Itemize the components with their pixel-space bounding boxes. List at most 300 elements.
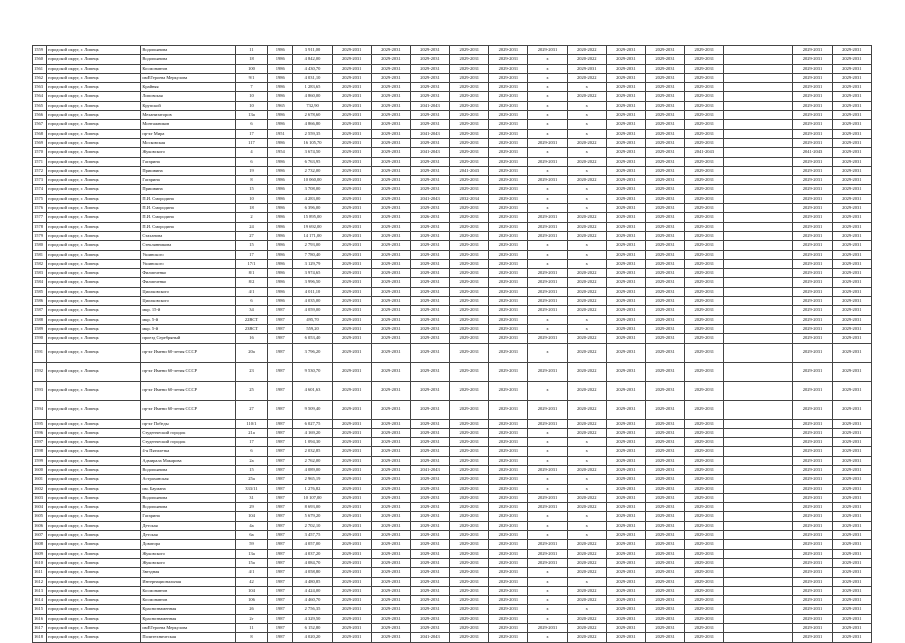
table-cell: городской округ, г. Липецк [46, 120, 141, 129]
table-cell [724, 315, 793, 324]
table-cell: х [567, 250, 606, 259]
table-cell: 2029-2031 [685, 586, 724, 595]
table-cell: 2029-2031 [606, 73, 645, 82]
table-cell: 2029-2031 [832, 83, 871, 92]
table-cell: 2029-2031 [332, 521, 371, 530]
table-cell: 2029-2031 [793, 596, 832, 605]
table-cell: 2029-2031 [450, 624, 489, 633]
table-cell: 2029-2031 [371, 438, 410, 447]
table-cell: 2029-2031 [606, 521, 645, 530]
table-row [33, 73, 872, 82]
table-cell: 2029-2031 [832, 111, 871, 120]
table-cell: 2029-2031 [450, 231, 489, 240]
table-cell: 2029-2031 [489, 324, 528, 333]
table-cell: 2020-2022 [567, 222, 606, 231]
table-cell: 19 692,00 [293, 222, 332, 231]
table-cell: 2029-2031 [606, 334, 645, 343]
table-cell: 2029-2031 [793, 503, 832, 512]
table-cell: 2020-2022 [567, 549, 606, 558]
table-cell: 2029-2031 [685, 204, 724, 213]
table-cell: х [528, 204, 567, 213]
table-cell: мкр. 5-й [141, 324, 236, 333]
table-cell: х [567, 512, 606, 521]
table-cell: 2029-2031 [371, 465, 410, 474]
table-cell [724, 222, 793, 231]
table-cell: 1592 [33, 362, 47, 381]
table-cell: 2029-2031 [371, 324, 410, 333]
table-cell: 2029-2031 [606, 306, 645, 315]
table-cell: 2029-2031 [450, 297, 489, 306]
table-cell: 2029-2031 [832, 194, 871, 203]
table-cell: 2029-2031 [685, 334, 724, 343]
table-cell: 9 530,70 [293, 362, 332, 381]
table-row [33, 55, 872, 64]
table-cell: 2029-2031 [450, 503, 489, 512]
table-cell: 1573 [33, 176, 47, 185]
table-cell: 2029-2031 [489, 73, 528, 82]
table-cell: 2029-2031 [645, 129, 684, 138]
table-cell: 2029-2031 [489, 241, 528, 250]
table-cell: 2029-2031 [410, 166, 449, 175]
table-cell: 2029-2031 [410, 586, 449, 595]
table-cell: 2029-2031 [606, 558, 645, 567]
table-cell: 1594 [33, 400, 47, 419]
table-cell: 2029-2031 [489, 297, 528, 306]
table-cell: 10 060,00 [293, 176, 332, 185]
table-cell: х [528, 633, 567, 642]
table-cell: 2029-2031 [450, 92, 489, 101]
table-cell: городской округ, г. Липецк [46, 278, 141, 287]
table-cell: 2029-2031 [332, 577, 371, 586]
table-cell: 4 430,70 [293, 64, 332, 73]
table-row [33, 222, 872, 231]
table-cell: 1591 [33, 343, 47, 362]
table-cell: 2029-2031 [332, 129, 371, 138]
table-cell: 2029-2031 [410, 419, 449, 428]
table-cell: 1572 [33, 166, 47, 175]
table-cell: 2029-2031 [371, 157, 410, 166]
table-cell: 2029-2031 [410, 204, 449, 213]
table-cell: 2029-2031 [793, 577, 832, 586]
table-cell: 2029-2031 [645, 204, 684, 213]
table-cell: 2029-2031 [606, 475, 645, 484]
table-cell: 2029-2031 [832, 493, 871, 502]
table-cell: городской округ, г. Липецк [46, 111, 141, 120]
table-cell [724, 166, 793, 175]
table-cell: городской округ, г. Липецк [46, 568, 141, 577]
table-cell: 2029-2031 [645, 138, 684, 147]
table-cell: 26 [235, 605, 267, 614]
table-cell: 2029-2031 [450, 568, 489, 577]
table-cell: 1954 [268, 148, 293, 157]
table-cell: 2029-2031 [832, 419, 871, 428]
table-cell: 1987 [268, 438, 293, 447]
table-cell: 1562 [33, 73, 47, 82]
table-cell: 9 509,40 [293, 400, 332, 419]
table-cell: 2029-2031 [371, 512, 410, 521]
table-cell: 2029-2031 [410, 259, 449, 268]
table-cell: 1578 [33, 222, 47, 231]
table-cell: 2029-2031 [793, 568, 832, 577]
table-cell: 2029-2031 [606, 138, 645, 147]
table-cell: 1986 [268, 297, 293, 306]
table-cell: 2029-2031 [332, 148, 371, 157]
table-cell: 2029-2031 [645, 428, 684, 437]
table-cell: 2029-2031 [450, 381, 489, 400]
table-row [33, 259, 872, 268]
table-cell: 2029-2031 [606, 624, 645, 633]
table-cell: 2029-2031 [645, 334, 684, 343]
table-cell: 2029-2031 [489, 148, 528, 157]
table-cell: городской округ, г. Липецк [46, 586, 141, 595]
table-cell: пр-кт Мира [141, 129, 236, 138]
table-cell: городской округ, г. Липецк [46, 46, 141, 55]
table-cell: 2029-2031 [332, 568, 371, 577]
table-cell: 2029-2031 [489, 438, 528, 447]
table-row [33, 129, 872, 138]
table-cell: х [528, 512, 567, 521]
table-cell: 2029-2031 [645, 176, 684, 185]
table-cell: х [528, 381, 567, 400]
table-cell: 1559 [33, 46, 47, 55]
table-cell: 2029-2031 [832, 287, 871, 296]
table-cell: 6 396,00 [293, 204, 332, 213]
table-cell: 2029-2031 [685, 503, 724, 512]
table-cell: 2029-2031 [832, 185, 871, 194]
table-cell: 2029-2031 [528, 306, 567, 315]
table-cell [724, 92, 793, 101]
table-cell: х [567, 204, 606, 213]
table-cell: 2029-2031 [793, 475, 832, 484]
table-cell: 2032-2034 [450, 194, 489, 203]
table-cell: 2029-2031 [371, 259, 410, 268]
table-cell: 2029-2031 [450, 428, 489, 437]
table-cell: 2029-2031 [332, 204, 371, 213]
table-cell: 1986 [268, 157, 293, 166]
table-cell: 2020-2022 [567, 419, 606, 428]
table-cell: 1986 [268, 64, 293, 73]
table-cell: городской округ, г. Липецк [46, 176, 141, 185]
table-cell: 2029-2031 [645, 512, 684, 521]
table-cell: 2029-2031 [685, 521, 724, 530]
table-cell: 2020-2022 [567, 278, 606, 287]
table-cell: 2029-2031 [606, 213, 645, 222]
table-cell: 6 [235, 447, 267, 456]
table-cell: 2029-2031 [606, 633, 645, 642]
table-cell: мкр. 15-й [141, 306, 236, 315]
table-cell: 2029-2031 [832, 362, 871, 381]
table-cell: 2029-2031 [832, 503, 871, 512]
table-cell: 1 094,30 [293, 438, 332, 447]
table-cell [724, 428, 793, 437]
table-cell [724, 362, 793, 381]
table-cell: 2029-2031 [450, 185, 489, 194]
table-cell: 2029-2031 [793, 614, 832, 623]
table-cell: Стаханова [141, 231, 236, 240]
table-cell: 2029-2031 [832, 428, 871, 437]
table-cell: 2029-2031 [606, 493, 645, 502]
table-cell: 8 [235, 633, 267, 642]
table-cell: х [528, 241, 567, 250]
table-cell: 2029-2031 [793, 447, 832, 456]
table-cell: 2029-2031 [410, 306, 449, 315]
table-row [33, 343, 872, 362]
table-cell: 2029-2031 [685, 176, 724, 185]
table-cell: 2029-2031 [332, 315, 371, 324]
table-cell: 22ВСТ [235, 315, 267, 324]
table-cell: городской округ, г. Липецк [46, 531, 141, 540]
table-cell: 10 [235, 101, 267, 110]
table-cell: 2029-2031 [450, 540, 489, 549]
table-cell [724, 586, 793, 595]
table-cell: 2029-2031 [645, 259, 684, 268]
table-cell: 2029-2031 [685, 493, 724, 502]
table-cell [724, 185, 793, 194]
table-cell: 4 058,80 [293, 568, 332, 577]
table-cell: Крайняя [141, 83, 236, 92]
table-cell: 333/11 [235, 484, 267, 493]
table-cell: 2029-2031 [832, 55, 871, 64]
table-row [33, 512, 872, 521]
table-cell: 1604 [33, 503, 47, 512]
table-cell: 2029-2031 [332, 419, 371, 428]
table-row [33, 101, 872, 110]
table-cell: 8/1 [235, 269, 267, 278]
table-cell: 2029-2031 [528, 176, 567, 185]
table-cell: 11 [235, 46, 267, 55]
table-cell: городской округ, г. Липецк [46, 129, 141, 138]
table-cell: 2029-2031 [793, 46, 832, 55]
table-cell [724, 568, 793, 577]
table-cell: 2029-2031 [332, 111, 371, 120]
table-cell: 2029-2031 [410, 324, 449, 333]
table-cell: Ушинского [141, 259, 236, 268]
table-cell: 2029-2031 [332, 241, 371, 250]
table-row [33, 540, 872, 549]
table-row [33, 287, 872, 296]
table-cell: 1608 [33, 540, 47, 549]
table-cell: 2041-2043 [793, 148, 832, 157]
table-cell: 2029-2031 [410, 138, 449, 147]
table-cell: 2029-2031 [489, 55, 528, 64]
table-cell: 2029-2031 [793, 324, 832, 333]
table-cell: 2029-2031 [645, 213, 684, 222]
table-cell: Ушинского [141, 250, 236, 259]
table-row [33, 334, 872, 343]
table-cell: 2029-2031 [332, 586, 371, 595]
table-cell: 2029-2031 [645, 343, 684, 362]
table-cell: 2029-2031 [489, 540, 528, 549]
table-cell: 2029-2031 [645, 614, 684, 623]
table-cell: 2029-2031 [832, 400, 871, 419]
table-cell: 2020-2022 [567, 400, 606, 419]
table-row [33, 315, 872, 324]
table-cell [724, 138, 793, 147]
table-cell: 2029-2031 [332, 465, 371, 474]
table-cell: 2029-2031 [410, 521, 449, 530]
table-cell: 27 [235, 400, 267, 419]
table-cell: х [567, 166, 606, 175]
table-cell: 1617 [33, 624, 47, 633]
table-cell: 2029-2031 [489, 475, 528, 484]
table-cell: х [528, 614, 567, 623]
table-row [33, 324, 872, 333]
table-cell: 1987 [268, 503, 293, 512]
table-cell: 2029-2031 [645, 241, 684, 250]
table-cell: 10 [235, 194, 267, 203]
table-cell [724, 605, 793, 614]
table-cell: 2029-2031 [793, 334, 832, 343]
table-cell: 2029-2031 [685, 259, 724, 268]
table-cell: 1584 [33, 278, 47, 287]
table-cell: городской округ, г. Липецк [46, 475, 141, 484]
table-cell: х [528, 568, 567, 577]
table-cell: 2029-2031 [450, 241, 489, 250]
table-cell: 2029-2031 [410, 278, 449, 287]
table-cell: 2029-2031 [685, 512, 724, 521]
table-cell: 1611 [33, 568, 47, 577]
table-cell: 2029-2031 [832, 297, 871, 306]
table-cell: х [567, 185, 606, 194]
table-cell: 2029-2031 [793, 176, 832, 185]
table-cell: Водопьянова [141, 503, 236, 512]
table-cell: х [528, 250, 567, 259]
table-cell: 2029-2031 [410, 577, 449, 586]
table-cell: 2029-2031 [332, 633, 371, 642]
table-cell: 2029-2031 [489, 633, 528, 642]
table-cell: 1613 [33, 586, 47, 595]
table-cell: 2029-2031 [410, 614, 449, 623]
table-cell: 2029-2031 [645, 521, 684, 530]
table-cell: 2029-2031 [332, 400, 371, 419]
table-row [33, 586, 872, 595]
table-cell: 2029-2031 [832, 343, 871, 362]
table-cell: 2029-2031 [410, 222, 449, 231]
table-cell: 1586 [33, 297, 47, 306]
table-cell: 2029-2031 [832, 438, 871, 447]
table-cell: 2029-2031 [645, 297, 684, 306]
table-cell: 2029-2031 [606, 438, 645, 447]
table-cell: 2029-2031 [489, 111, 528, 120]
table-cell: 2029-2031 [371, 297, 410, 306]
table-cell: 1571 [33, 157, 47, 166]
table-cell: 2029-2031 [371, 381, 410, 400]
table-cell [724, 148, 793, 157]
table-cell: 2029-2031 [793, 315, 832, 324]
table-cell: 2029-2031 [832, 259, 871, 268]
table-cell: 2020-2022 [567, 503, 606, 512]
table-cell: 2029-2031 [793, 484, 832, 493]
table-cell: 2029-2031 [606, 586, 645, 595]
table-cell: П.И. Смородина [141, 213, 236, 222]
table-cell: 2029-2031 [528, 540, 567, 549]
table-cell: 2029-2031 [371, 596, 410, 605]
table-cell: 2029-2031 [332, 185, 371, 194]
table-body [33, 46, 872, 643]
table-cell: 2029-2031 [685, 381, 724, 400]
table-cell: 2029-2031 [685, 157, 724, 166]
table-cell: 27 [235, 231, 267, 240]
table-cell [724, 438, 793, 447]
table-cell [724, 297, 793, 306]
table-cell: 2029-2031 [371, 577, 410, 586]
table-cell: 2029-2031 [332, 297, 371, 306]
table-cell: 2029-2031 [606, 278, 645, 287]
table-cell: 2029-2031 [685, 343, 724, 362]
table-cell: городской округ, г. Липецк [46, 166, 141, 175]
table-cell: 2029-2031 [606, 185, 645, 194]
table-cell: х [567, 101, 606, 110]
table-cell: городской округ, г. Липецк [46, 362, 141, 381]
table-cell: 2029-2031 [606, 568, 645, 577]
table-row [33, 138, 872, 147]
table-cell: городской округ, г. Липецк [46, 231, 141, 240]
table-cell: 2029-2031 [371, 120, 410, 129]
table-cell: 2029-2031 [645, 558, 684, 567]
table-cell: 1597 [33, 438, 47, 447]
table-cell: х [567, 241, 606, 250]
table-cell: Астраханская [141, 475, 236, 484]
table-cell [724, 287, 793, 296]
table-cell: 1588 [33, 315, 47, 324]
table-cell: 2029-2031 [793, 297, 832, 306]
table-cell: 8 693,00 [293, 503, 332, 512]
table-cell: 2029-2031 [528, 362, 567, 381]
table-cell: Жуковского [141, 549, 236, 558]
table-cell: 2029-2031 [606, 428, 645, 437]
table-cell: 1565 [33, 101, 47, 110]
table-cell [724, 577, 793, 586]
table-cell: 2029-2031 [371, 278, 410, 287]
table-cell: городской округ, г. Липецк [46, 381, 141, 400]
table-cell: 1609 [33, 549, 47, 558]
table-cell: 2041-2043 [410, 633, 449, 642]
table-cell: 2029-2031 [371, 185, 410, 194]
table-cell: 1987 [268, 324, 293, 333]
table-cell: 2029-2031 [685, 120, 724, 129]
table-cell: 2029-2031 [606, 129, 645, 138]
table-cell: 1951 [268, 129, 293, 138]
table-cell: 2029-2031 [450, 586, 489, 595]
table-cell: 2029-2031 [371, 64, 410, 73]
table-cell: городской округ, г. Липецк [46, 92, 141, 101]
table-cell: 2029-2031 [410, 568, 449, 577]
table-cell: 2029-2031 [450, 484, 489, 493]
table-cell: 4 601,63 [293, 381, 332, 400]
table-cell: городской округ, г. Липецк [46, 465, 141, 474]
table-cell: 2029-2031 [332, 194, 371, 203]
table-cell: 2029-2031 [793, 111, 832, 120]
table-cell: 2029-2031 [645, 231, 684, 240]
table-cell: 2029-2031 [489, 231, 528, 240]
table-cell: 2029-2031 [793, 400, 832, 419]
table-cell: 2029-2031 [489, 447, 528, 456]
table-cell: 2029-2031 [685, 633, 724, 642]
table-cell: Звездная [141, 568, 236, 577]
table-cell: 6 763,95 [293, 157, 332, 166]
table-cell: 2029-2031 [528, 157, 567, 166]
table-row [33, 475, 872, 484]
table-row [33, 419, 872, 428]
table-row [33, 362, 872, 381]
table-cell: х [528, 438, 567, 447]
table-cell: П.И. Смородина [141, 194, 236, 203]
table-cell: 2029-2031 [685, 400, 724, 419]
table-cell: 2020-2022 [567, 465, 606, 474]
table-cell: 2020-2022 [567, 614, 606, 623]
table-cell: 2029-2031 [685, 624, 724, 633]
table-cell: 2029-2031 [371, 315, 410, 324]
